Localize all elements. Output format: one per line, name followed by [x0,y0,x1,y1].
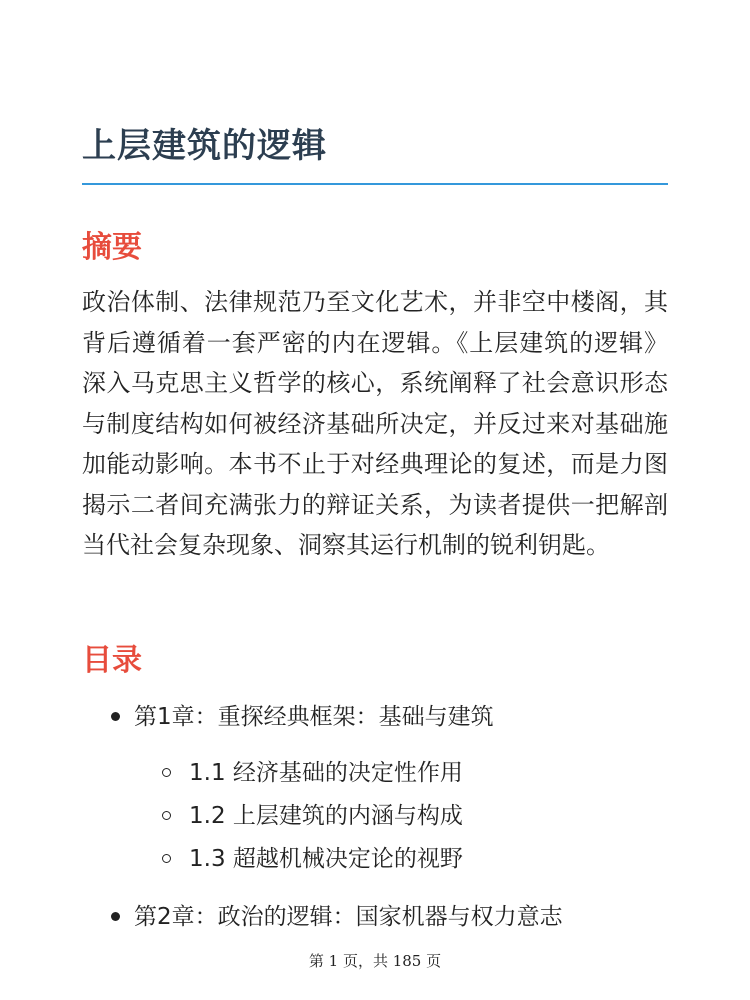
toc-section-list [162,753,463,882]
bullet-disc-icon [111,712,120,721]
toc-chapter-1 [82,697,668,897]
toc-chapter-label: 第1章：重探经典框架：基础与建筑 [134,704,494,730]
toc-chapter-2 [82,897,668,937]
bullet-circle-icon [162,854,171,863]
title-divider [82,183,668,185]
toc-section-1-2 [162,796,463,839]
toc-section-label: 1.3 超越机械决定论的视野 [189,846,463,872]
document-title: 上层建筑的逻辑 [82,126,327,166]
toc-section-label: 1.1 经济基础的决定性作用 [189,760,463,786]
page-footer: 第 1 页，共 185 页 [308,952,442,970]
toc-section-1-3 [162,839,463,882]
bullet-disc-icon [111,912,120,921]
abstract-heading: 摘要 [82,230,142,265]
toc-section-label: 1.2 上层建筑的内涵与构成 [189,803,463,829]
bullet-circle-icon [162,811,171,820]
bullet-circle-icon [162,768,171,777]
toc-chapter-label: 第2章：政治的逻辑：国家机器与权力意志 [134,904,563,930]
abstract-text: 政治体制、法律规范乃至文化艺术，并非空中楼阁，其背后遵循着一套严密的内在逻辑。《上层建筑的逻辑》深入马克思主义哲学的核心，系统阐释了社会意识形态与制度结构如何被经济基础所决定，并反过来对基础施加能动影响。本书不止于对经典理论的复述，而是力图揭示二者间充满张力的辩证关系，为读者提供一把解剖当代社会复杂现象、洞察其运行机制的锐利钥匙。 [82,288,668,559]
toc-section-1-1 [162,753,463,796]
table-of-contents [82,697,668,937]
toc-heading: 目录 [82,643,142,678]
